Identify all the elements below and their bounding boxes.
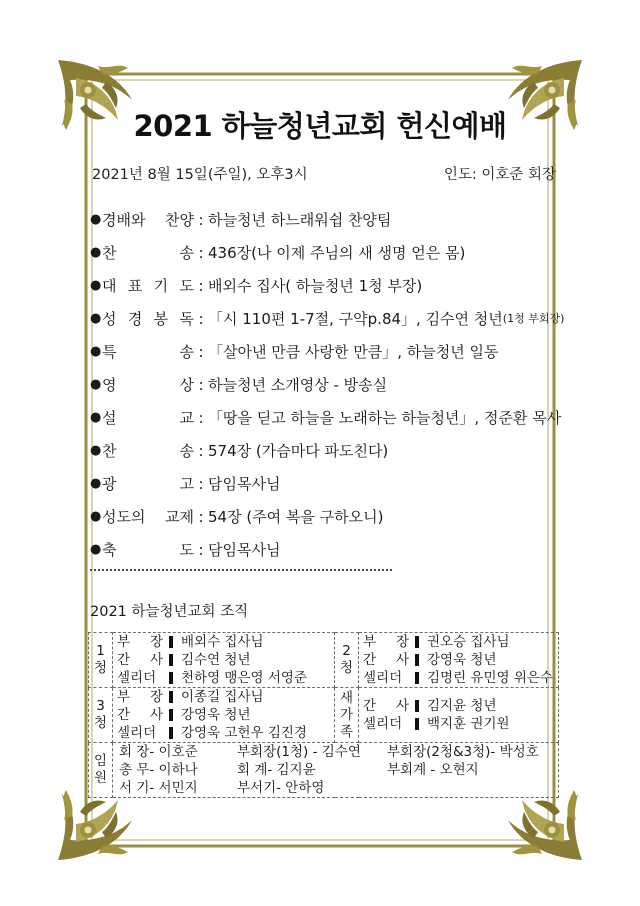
organization-table (88, 632, 559, 798)
bullet-icon: ● (90, 311, 102, 326)
role-label: 간 사 (363, 652, 409, 668)
order-item: ● 찬 송 : 436장(나 이제 주님의 새 생명 얻은 몸) (90, 241, 570, 274)
order-item: ● 성도의 교제 : 54장 (주여 복을 구하오니) (90, 505, 570, 538)
order-label: 찬 송 (102, 442, 194, 460)
bar-marker (169, 672, 173, 684)
bar-marker (169, 636, 173, 648)
bar-marker (415, 654, 419, 666)
order-item: ● 영 상 : 하늘청년 소개영상 - 방송실 (90, 373, 570, 406)
bullet-icon: ● (90, 443, 102, 458)
order-label: 성도의 교제 (102, 508, 194, 526)
officers-cell (113, 743, 559, 798)
officer-entry: 부회계 - 오현지 (387, 762, 479, 778)
group-cell-2 (359, 633, 559, 688)
order-value: 436장(나 이제 주님의 새 생명 얻은 몸) (208, 244, 466, 262)
officer-entry: 부서기- 안하영 (237, 780, 325, 796)
bullet-icon: ● (90, 377, 102, 392)
service-date-time: 2021년 8월 15일(주일), 오후3시 (92, 167, 308, 183)
order-value: 54장 (주여 복을 구하오니) (208, 508, 384, 526)
role-label: 셀리더 (117, 670, 157, 686)
officer-entry: 회 장- 이호준 (119, 744, 198, 760)
order-label: 성 경 봉 독 (102, 310, 194, 328)
order-item: ● 축 도 : 담임목사님 (90, 538, 570, 571)
group-cell-1 (113, 633, 335, 688)
order-label: 축 도 (102, 541, 194, 559)
order-item: ● 경배와 찬양 : 하늘청년 하느래워쉽 찬양팀 (90, 208, 570, 241)
bullet-icon: ● (90, 476, 102, 491)
member-names: 강영욱 청년 (181, 707, 251, 723)
role-label: 간 사 (363, 698, 409, 714)
bar-marker (415, 672, 419, 684)
group-label-2: 2 청 (335, 633, 359, 688)
order-value: 담임목사님 (208, 475, 281, 493)
order-note: (1청 부회장) (502, 312, 565, 325)
order-value: 배외수 집사( 하늘청년 1청 부장) (208, 277, 423, 295)
group-label-new-family: 새 가 족 (335, 688, 359, 743)
role-label: 셀리더 (117, 725, 157, 741)
table-row (89, 688, 559, 743)
order-label: 설 교 (102, 409, 194, 427)
role-label: 셀리더 (363, 716, 403, 732)
page-title: 2021 하늘청년교회 헌신예배 (133, 109, 507, 143)
bar-marker (169, 654, 173, 666)
order-of-service (90, 208, 570, 571)
group-label-1: 1 청 (89, 633, 113, 688)
officer-entry: 부회장(2청&3청)- 박성호 (387, 744, 539, 760)
order-value: 하늘청년 소개영상 - 방송실 (208, 376, 388, 394)
order-value: 「살아낸 만큼 사랑한 만큼」, 하늘청년 일동 (208, 343, 499, 361)
group-label-3: 3 청 (89, 688, 113, 743)
order-value: 하늘청년 하느래워쉽 찬양팀 (208, 211, 392, 229)
role-label: 간 사 (117, 707, 163, 723)
member-names: 김명린 유민영 위은수 (427, 670, 553, 686)
order-label: 광 고 (102, 475, 194, 493)
officer-entry: 부회장(1청) - 김수연 (237, 744, 361, 760)
bar-marker (169, 691, 173, 703)
bar-marker (415, 700, 419, 712)
officers-label: 임 원 (89, 743, 113, 798)
role-label: 셀리더 (363, 670, 403, 686)
order-item: ● 찬 송 : 574장 (가슴마다 파도친다) (90, 439, 570, 472)
order-label: 영 상 (102, 376, 194, 394)
member-names: 백지훈 권기원 (427, 716, 510, 732)
member-names: 김수연 청년 (181, 652, 251, 668)
bar-marker (169, 709, 173, 721)
role-label: 부 장 (117, 634, 163, 650)
role-label: 간 사 (117, 652, 163, 668)
org-title: 2021 하늘청년교회 조직 (90, 604, 249, 620)
order-item: ● 성 경 봉 독 : 「시 110편 1-7절, 구약p.84」, 김수연 청년 (1청 부회장) (90, 307, 570, 340)
bullet-icon: ● (90, 344, 102, 359)
order-value: 담임목사님 (208, 541, 281, 559)
service-leader: 인도: 이호준 회장 (443, 167, 556, 183)
member-names: 천하영 맹은영 서영준 (181, 670, 307, 686)
officer-entry: 서 기- 서민지 (119, 780, 198, 796)
bullet-icon: ● (90, 245, 102, 260)
member-names: 배외수 집사님 (181, 634, 264, 650)
member-names: 이종길 집사님 (181, 689, 264, 705)
bullet-icon: ● (90, 410, 102, 425)
officer-entry: 회 계- 김지윤 (237, 762, 316, 778)
table-row (89, 743, 559, 798)
order-value: 「땅을 딛고 하늘을 노래하는 하늘청년」, 정준환 목사 (208, 409, 562, 427)
order-label: 특 송 (102, 343, 194, 361)
bar-marker (415, 718, 419, 730)
order-label: 대 표 기 도 (102, 277, 194, 295)
order-value: 「시 110편 1-7절, 구약p.84」, 김수연 청년 (208, 310, 503, 328)
order-item: ● 특 송 : 「살아낸 만큼 사랑한 만큼」, 하늘청년 일동 (90, 340, 570, 373)
role-label: 부 장 (363, 634, 409, 650)
member-names: 강영욱 고헌우 김진경 (181, 725, 307, 741)
order-item: ● 광 고 : 담임목사님 (90, 472, 570, 505)
member-names: 강영욱 청년 (427, 652, 497, 668)
member-names: 권오승 집사님 (427, 634, 510, 650)
group-cell-3 (113, 688, 335, 743)
role-label: 부 장 (117, 689, 163, 705)
bullet-icon: ● (90, 278, 102, 293)
bullet-icon: ● (90, 212, 102, 227)
group-cell-new-family (359, 688, 559, 743)
order-label: 찬 송 (102, 244, 194, 262)
table-row (89, 633, 559, 688)
order-value: 574장 (가슴마다 파도친다) (208, 442, 389, 460)
order-item: ● 설 교 : 「땅을 딛고 하늘을 노래하는 하늘청년」, 정준환 목사 (90, 406, 570, 439)
bullet-icon: ● (90, 509, 102, 524)
bullet-icon: ● (90, 542, 102, 557)
bar-marker (169, 727, 173, 739)
officer-entry: 총 무- 이하나 (119, 762, 198, 778)
order-label: 경배와 찬양 (102, 211, 194, 229)
bar-marker (415, 636, 419, 648)
member-names: 김지윤 청년 (427, 698, 497, 714)
dotted-divider (90, 569, 392, 571)
order-item: ● 대 표 기 도 : 배외수 집사( 하늘청년 1청 부장) (90, 274, 570, 307)
